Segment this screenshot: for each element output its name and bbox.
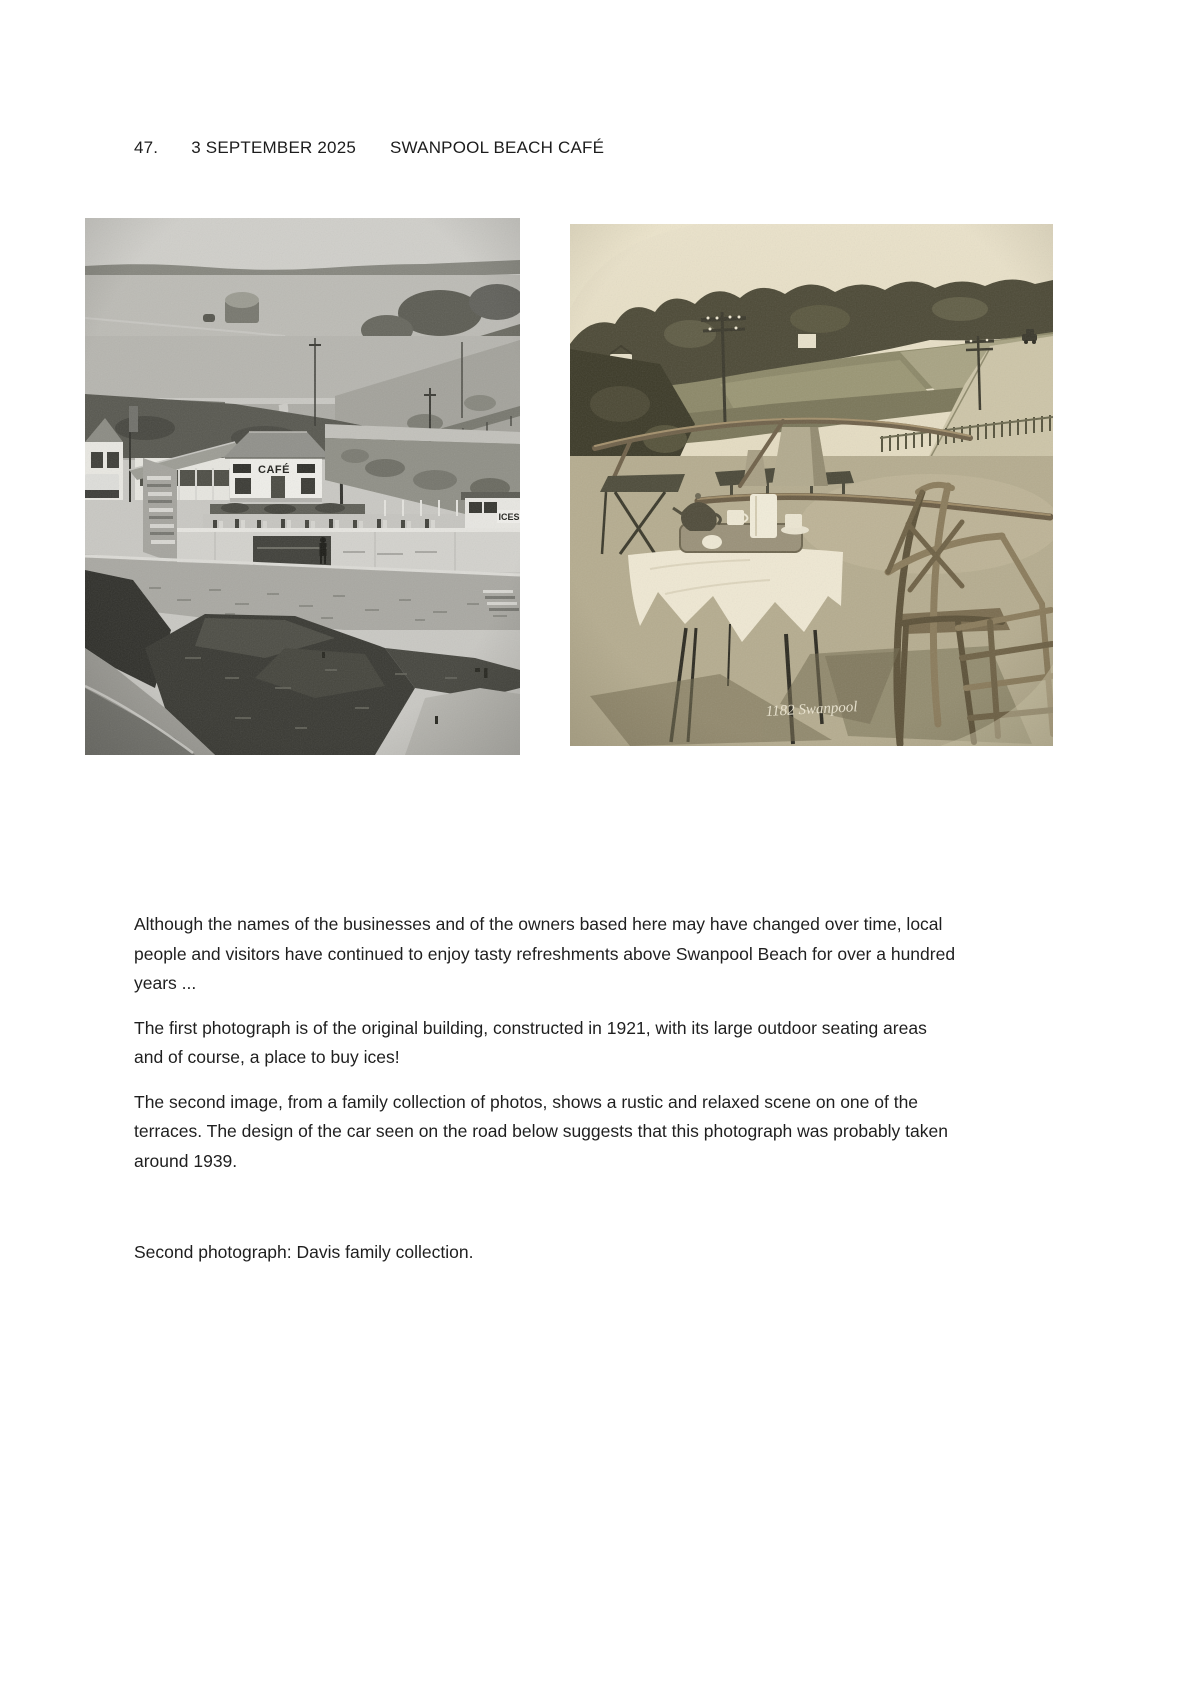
photo-terrace-1939 [570, 224, 1053, 746]
page-header [134, 137, 604, 159]
photo-credit: Second photograph: Davis family collection. [134, 1242, 474, 1262]
paragraph-second-photo: The second image, from a family collection of photos, shows a rustic and relaxed scene on one of the terraces. The design of the car seen on the road below suggests that this photograph was probably taken around 1939. [134, 1091, 948, 1171]
vignette [85, 218, 520, 755]
entry-number: 47. [134, 138, 159, 157]
body-text [134, 910, 956, 1283]
entry-date: 3 SEPTEMBER 2025 [191, 138, 357, 157]
paragraph-intro: Although the names of the businesses and of the owners based here may have changed over time, local people and visitors have continued to enjoy tasty refreshments above Swanpool Beach for over a hundred years ... [134, 914, 956, 993]
paragraph-first-photo: The first photograph is of the original building, constructed in 1921, with its large outdoor seating areas and of course, a place to buy ices! [134, 1017, 927, 1067]
photo-cafe-1921 [85, 218, 520, 755]
entry-title: SWANPOOL BEACH CAFÉ [390, 138, 605, 157]
vignette [570, 224, 1053, 746]
